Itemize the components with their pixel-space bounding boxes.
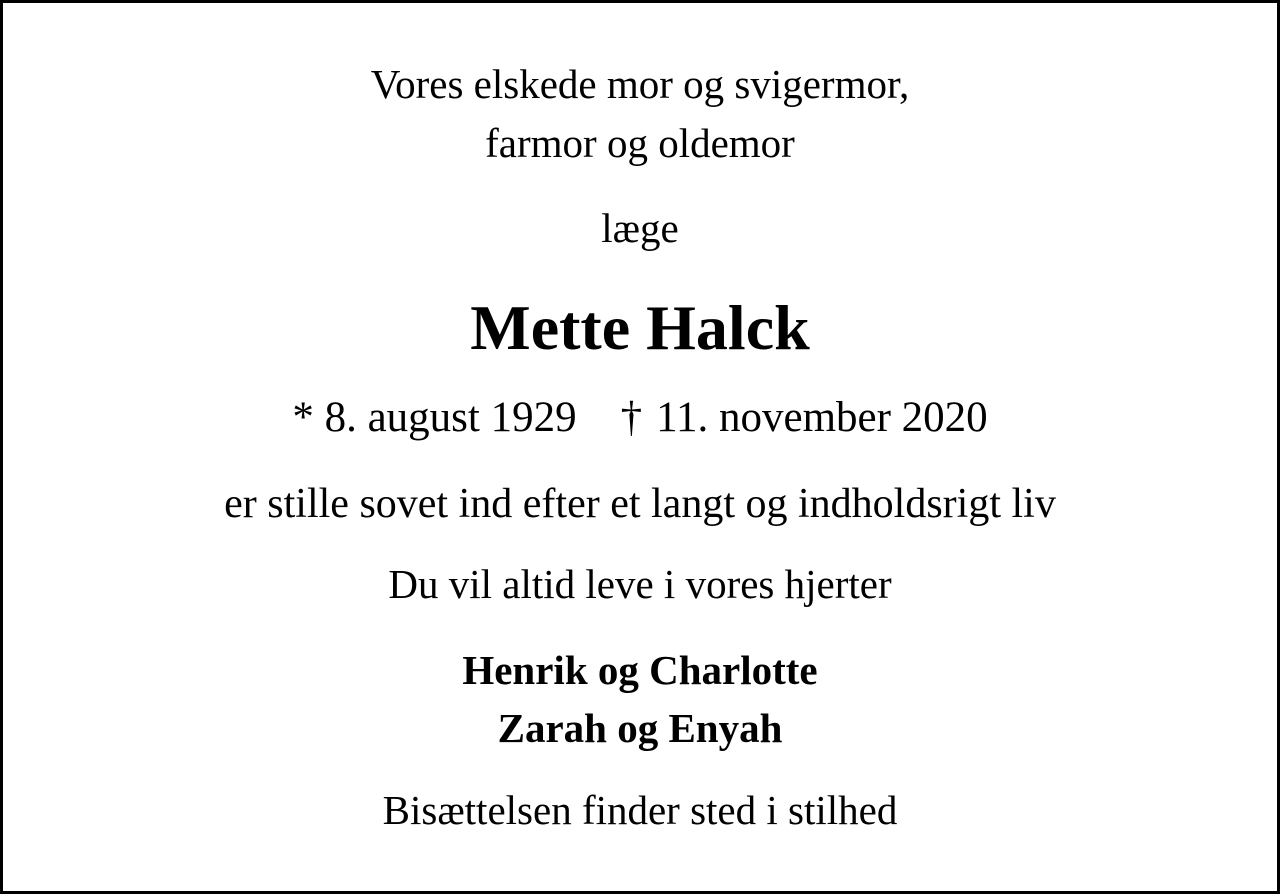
death-date: 11. november 2020	[656, 394, 988, 441]
family-line-2: Zarah og Enyah	[497, 705, 783, 751]
family-line-1: Henrik og Charlotte	[462, 647, 818, 693]
memory-text: Du vil altid leve i vores hjerter	[388, 561, 892, 607]
profession-title: læge	[601, 205, 679, 251]
birth-date: 8. august 1929	[324, 394, 577, 441]
funeral-text: Bisættelsen finder sted i stilhed	[382, 787, 898, 833]
intro-line-2: farmor og oldemor	[485, 120, 795, 166]
intro-line-1: Vores elskede mor og svigermor,	[370, 61, 910, 107]
death-cross-icon: †	[620, 394, 643, 441]
life-dates	[3, 396, 1277, 439]
birth-symbol: *	[292, 394, 314, 441]
deceased-name: Mette Halck	[470, 292, 810, 363]
passing-text: er stille sovet ind efter et langt og indholdsrigt liv	[224, 481, 1056, 527]
